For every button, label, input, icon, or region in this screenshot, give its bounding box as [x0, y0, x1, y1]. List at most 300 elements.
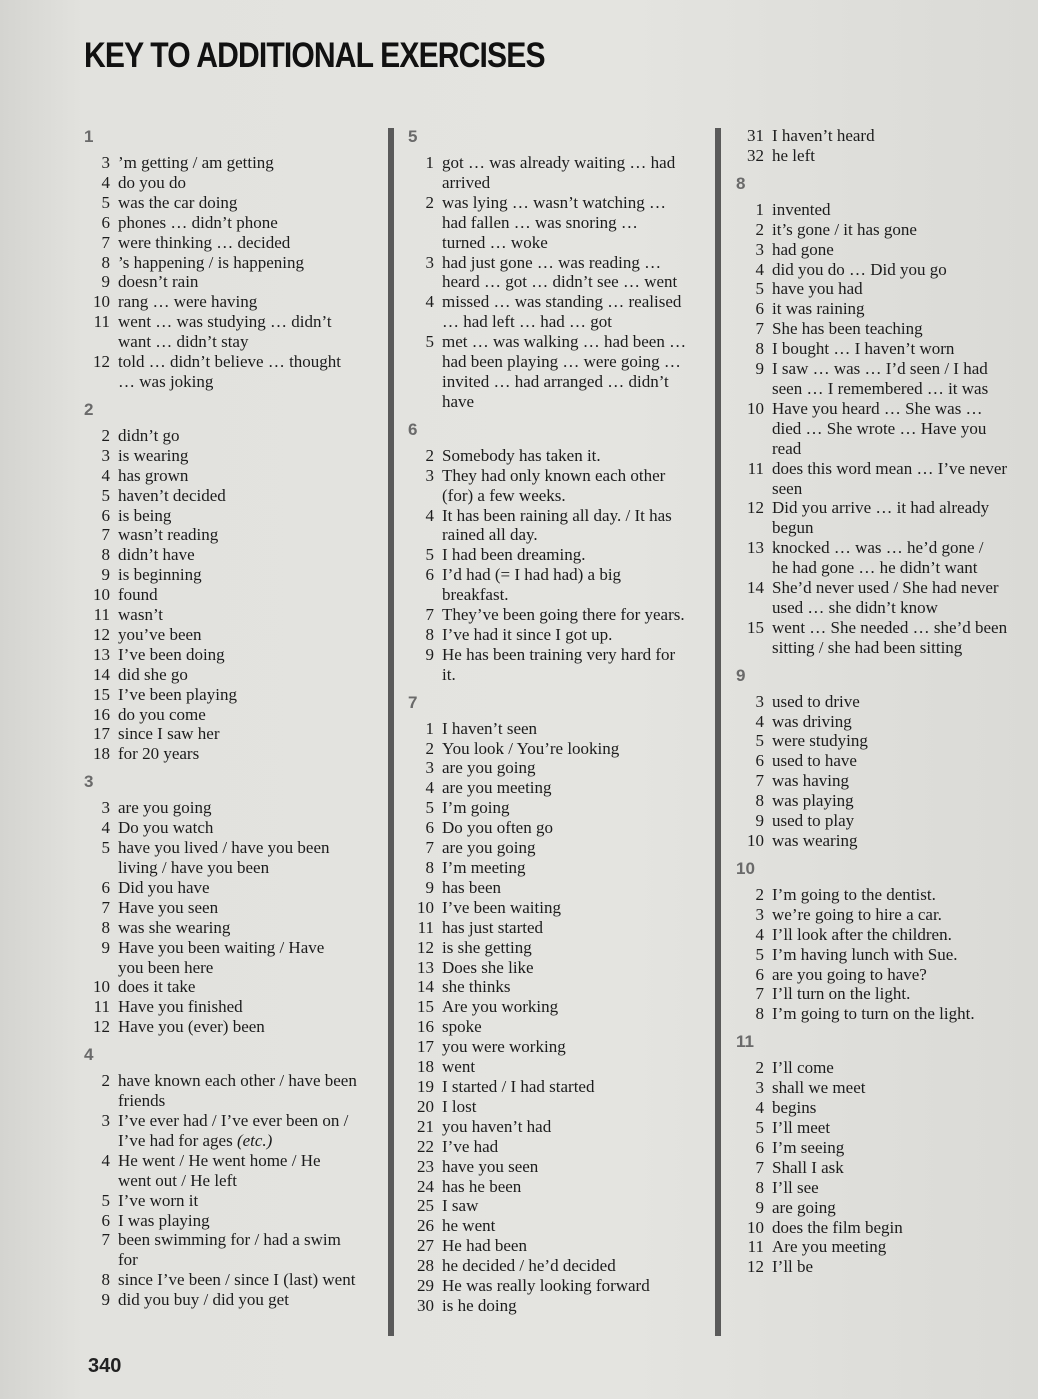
answer-text	[764, 538, 984, 578]
answer-text	[434, 1177, 521, 1197]
answer-number: 17	[417, 1037, 434, 1057]
answer-number: 9	[101, 1290, 110, 1310]
answer-line: found	[118, 585, 158, 605]
answer-item	[84, 898, 384, 918]
answer-item	[408, 958, 708, 978]
answer-item	[736, 811, 1036, 831]
answer-line: it’s gone / it has gone	[772, 219, 917, 239]
answer-line: I saw	[442, 1196, 479, 1216]
answer-text	[110, 665, 188, 685]
exercise-number: 5	[408, 127, 418, 146]
answer-text	[110, 1111, 348, 1151]
answer-number: 3	[755, 691, 764, 711]
answer-line: He went / He went home / He	[118, 1150, 321, 1170]
answer-text	[110, 426, 180, 446]
answer-number: 13	[747, 538, 764, 558]
answer-line: was driving	[772, 711, 852, 731]
answer-line: turned … woke	[442, 232, 548, 252]
answer-number: 6	[101, 877, 110, 897]
answer-line: breakfast.	[442, 585, 509, 605]
answer-number: 14	[417, 977, 434, 997]
answer-item	[408, 1077, 708, 1097]
answer-item	[408, 898, 708, 918]
answer-line: I lost	[442, 1096, 477, 1116]
answer-text	[434, 565, 621, 605]
answer-item	[408, 918, 708, 938]
answer-line: since I’ve been / since I (last) went	[118, 1270, 356, 1290]
answer-line: do you come	[118, 704, 206, 724]
answer-number: 7	[755, 771, 764, 791]
answer-line: have you lived / have you been	[118, 838, 330, 858]
answer-item	[736, 1118, 1036, 1138]
answer-item	[408, 605, 708, 625]
answer-line: you haven’t had	[442, 1116, 552, 1136]
answer-text	[764, 1098, 816, 1118]
answer-number: 6	[101, 212, 110, 232]
answer-item	[84, 545, 384, 565]
answer-item	[84, 446, 384, 466]
answer-item	[84, 272, 384, 292]
answer-item	[84, 997, 384, 1017]
answer-text	[434, 1196, 478, 1216]
answer-text	[764, 1158, 844, 1178]
answer-text	[764, 1138, 844, 1158]
exercise-section	[408, 419, 708, 685]
answer-item	[736, 1058, 1036, 1078]
answer-number: 4	[755, 259, 764, 279]
answer-number: 6	[425, 565, 434, 585]
answer-line: met … was walking … had been …	[442, 332, 687, 352]
answer-item	[408, 565, 708, 605]
answer-line: rang … were having	[118, 292, 258, 312]
answer-line: has been	[442, 877, 502, 897]
answer-number: 18	[417, 1057, 434, 1077]
answer-number: 3	[101, 445, 110, 465]
answer-item	[408, 466, 708, 506]
answer-number: 13	[417, 957, 434, 977]
answer-text	[110, 352, 341, 392]
answer-text	[110, 253, 304, 273]
answer-number: 12	[93, 352, 110, 372]
answer-line: I’m meeting	[442, 858, 526, 877]
answer-line: Have you been waiting / Have	[118, 937, 325, 957]
column-2	[408, 126, 708, 1316]
answer-item	[736, 1237, 1036, 1257]
answer-item	[84, 838, 384, 878]
answer-number: 9	[425, 877, 434, 897]
answer-number: 3	[101, 1110, 110, 1130]
answer-item	[736, 945, 1036, 965]
answer-text	[764, 945, 958, 965]
answer-number: 32	[747, 145, 764, 165]
answer-number: 25	[417, 1196, 434, 1216]
answer-item	[408, 253, 708, 293]
answer-number: 6	[755, 1137, 764, 1157]
answer-text	[764, 1218, 903, 1238]
answer-item	[736, 965, 1036, 985]
answer-text	[764, 279, 863, 299]
answer-line: went … She needed … she’d been	[772, 617, 1008, 637]
answer-line: died … She wrote … Have you	[772, 418, 987, 438]
answer-number: 8	[755, 791, 764, 811]
answer-text	[764, 260, 947, 280]
answer-line: she thinks	[442, 977, 511, 997]
answer-line: spoke	[442, 1017, 482, 1037]
answer-number: 12	[417, 937, 434, 957]
answer-line: have	[442, 391, 475, 411]
answer-text	[110, 1151, 321, 1191]
answer-number: 4	[101, 1150, 110, 1170]
answer-text	[110, 625, 202, 645]
answer-text	[110, 1017, 265, 1037]
answer-text	[764, 1257, 813, 1277]
answer-line: went out / He left	[118, 1170, 237, 1190]
answer-number: 7	[425, 605, 434, 625]
answer-number: 2	[425, 192, 434, 212]
answer-text	[110, 585, 158, 605]
answer-line: went	[442, 1057, 476, 1077]
exercise-section	[84, 771, 384, 1037]
answer-number: 7	[755, 984, 764, 1004]
answer-text	[434, 253, 677, 293]
answer-line: had been playing … were going …	[442, 352, 681, 372]
answer-text	[764, 984, 910, 1004]
answer-item	[408, 1017, 708, 1037]
answer-item	[736, 1218, 1036, 1238]
answer-text	[764, 692, 860, 712]
answer-item	[736, 731, 1036, 751]
answer-line: I started / I had started	[442, 1076, 595, 1096]
answer-number: 8	[755, 339, 764, 359]
answer-number: 12	[93, 1017, 110, 1037]
answer-line: is she getting	[442, 937, 532, 957]
answer-item	[84, 312, 384, 352]
exercise-section	[736, 173, 1036, 658]
answer-number: 7	[755, 319, 764, 339]
answer-number: 9	[755, 359, 764, 379]
answer-number: 10	[93, 977, 110, 997]
answer-item	[408, 1157, 708, 1177]
answer-number: 2	[425, 445, 434, 465]
answer-number: 3	[425, 465, 434, 485]
page-title: KEY TO ADDITIONAL EXERCISES	[84, 36, 545, 75]
answer-text	[434, 1037, 566, 1057]
answer-item	[408, 1256, 708, 1276]
exercise-number: 4	[84, 1045, 94, 1065]
answer-item	[84, 585, 384, 605]
answer-number: 9	[425, 644, 434, 664]
answer-line: read	[772, 438, 802, 458]
answer-item	[84, 705, 384, 725]
answer-text	[110, 446, 188, 466]
answer-text	[434, 898, 561, 918]
answer-line: used to drive	[772, 691, 860, 711]
answer-item	[408, 758, 708, 778]
answer-text	[110, 605, 163, 625]
answer-text	[434, 858, 526, 878]
answer-item	[84, 193, 384, 213]
answer-number: 13	[93, 644, 110, 664]
answer-number: 5	[755, 279, 764, 299]
answer-line: was playing	[772, 791, 854, 811]
page-number: 340	[88, 1355, 122, 1377]
answer-text	[110, 1230, 341, 1270]
answer-number: 7	[101, 525, 110, 545]
answer-number: 12	[747, 498, 764, 518]
answer-text	[434, 332, 686, 412]
answer-item	[84, 1211, 384, 1231]
answer-line: I’ve had for ages (etc.)	[118, 1130, 273, 1150]
answer-number: 5	[755, 1117, 764, 1137]
answer-text	[110, 272, 198, 292]
answer-text	[110, 878, 210, 898]
answer-line: I’ve been doing	[118, 644, 225, 664]
answer-item	[736, 751, 1036, 771]
answer-line: you’ve been	[118, 624, 202, 644]
answer-line: was wearing	[772, 831, 858, 850]
answer-line: you were working	[442, 1037, 566, 1057]
answer-number: 9	[101, 272, 110, 292]
answer-text	[764, 240, 834, 260]
answer-item	[736, 459, 1036, 499]
answer-line: I haven’t heard	[772, 126, 875, 145]
answer-item	[84, 525, 384, 545]
answer-line: for	[118, 1250, 138, 1270]
answer-number: 11	[417, 917, 434, 937]
answer-number: 18	[93, 744, 110, 764]
exercise-number: 2	[84, 399, 94, 419]
answer-line: I’ve ever had / I’ve ever been on /	[118, 1110, 349, 1130]
answer-item	[408, 625, 708, 645]
answer-item	[736, 538, 1036, 578]
answer-text	[110, 213, 278, 233]
answer-item	[84, 1151, 384, 1191]
answer-item	[84, 938, 384, 978]
answer-item	[736, 831, 1036, 851]
answer-line: I haven’t seen	[442, 718, 538, 738]
answer-number: 28	[417, 1256, 434, 1276]
exercise-number: 1	[84, 127, 94, 146]
answer-number: 10	[93, 585, 110, 605]
exercise-number: 9	[736, 665, 746, 685]
answer-item	[736, 1098, 1036, 1118]
answer-text	[764, 1178, 819, 1198]
answer-number: 5	[425, 332, 434, 352]
exercise-section	[736, 665, 1036, 851]
answer-item	[408, 997, 708, 1017]
answer-item	[84, 605, 384, 625]
answer-text	[110, 153, 274, 173]
answer-text	[764, 885, 936, 905]
answer-item	[736, 399, 1036, 459]
answer-text	[434, 739, 619, 759]
answer-line: did she go	[118, 664, 188, 684]
answer-text	[764, 146, 815, 166]
answer-line: doesn’t rain	[118, 272, 199, 292]
answer-item	[84, 1111, 384, 1151]
answer-item	[736, 359, 1036, 399]
answer-text	[764, 751, 857, 771]
answer-item	[408, 1196, 708, 1216]
answer-number: 6	[425, 818, 434, 838]
answer-item	[408, 818, 708, 838]
answer-text	[764, 299, 865, 319]
answer-line: I had been dreaming.	[442, 545, 586, 565]
answer-line: used to play	[772, 811, 855, 831]
answer-text	[434, 1077, 594, 1097]
answer-line: were thinking … decided	[118, 232, 291, 252]
answer-number: 17	[93, 724, 110, 744]
answer-item	[408, 977, 708, 997]
answer-text	[110, 838, 330, 878]
answer-line: he decided / he’d decided	[442, 1256, 616, 1276]
answer-text	[110, 292, 257, 312]
answer-line: living / have you been	[118, 858, 270, 877]
answer-line: did you buy / did you get	[118, 1290, 289, 1310]
answer-line: been swimming for / had a swim	[118, 1230, 341, 1250]
answer-text	[764, 359, 988, 399]
answer-line: he went	[442, 1216, 496, 1236]
answer-line: got … was already waiting … had	[442, 153, 676, 172]
answer-text	[764, 578, 999, 618]
answer-number: 4	[101, 465, 110, 485]
answer-text	[110, 997, 243, 1017]
answer-line: does it take	[118, 977, 196, 997]
answer-item	[736, 1178, 1036, 1198]
answer-item	[408, 1057, 708, 1077]
answer-item	[408, 719, 708, 739]
answer-text	[110, 1211, 210, 1231]
answer-line: I’ll be	[772, 1257, 814, 1277]
answer-line: You look / You’re looking	[442, 738, 620, 758]
answer-item	[84, 506, 384, 526]
answer-line: Did you have	[118, 877, 210, 897]
answer-text	[434, 958, 534, 978]
answer-number: 10	[747, 398, 764, 418]
answer-line: Have you finished	[118, 997, 243, 1017]
answer-text	[434, 506, 672, 546]
answer-text	[110, 173, 186, 193]
answer-text	[434, 758, 535, 778]
answer-item	[736, 712, 1036, 732]
answer-item	[736, 498, 1036, 538]
answer-line: I’m going to turn on the light.	[772, 1004, 975, 1024]
answer-number: 3	[425, 252, 434, 272]
answer-line: he left	[772, 145, 815, 165]
answer-number: 8	[425, 624, 434, 644]
answer-item	[736, 299, 1036, 319]
answer-line: He had been	[442, 1236, 527, 1256]
answer-text	[110, 1290, 289, 1310]
answer-item	[736, 1078, 1036, 1098]
column-divider-1	[388, 128, 394, 1336]
exercise-number: 3	[84, 772, 94, 792]
answer-text	[110, 977, 195, 997]
answer-line: I’m having lunch with Sue.	[772, 944, 958, 964]
exercise-section	[408, 126, 708, 412]
answer-line: it.	[442, 664, 456, 684]
answer-text	[764, 399, 986, 459]
answer-text	[434, 719, 537, 739]
answer-item	[84, 486, 384, 506]
answer-number: 7	[425, 838, 434, 858]
answer-text	[434, 918, 543, 938]
answer-line: are going	[772, 1197, 836, 1217]
answer-text	[434, 466, 665, 506]
answer-text	[110, 918, 230, 938]
answer-item	[84, 665, 384, 685]
answer-text	[434, 778, 552, 798]
answer-item	[408, 153, 708, 193]
answer-number: 2	[101, 425, 110, 445]
answer-number: 7	[755, 1157, 764, 1177]
answer-line: has just started	[442, 917, 544, 937]
answer-line: was she wearing	[118, 917, 231, 937]
answer-number: 10	[93, 292, 110, 312]
answer-line: invited … had arranged … didn’t	[442, 371, 669, 391]
answer-text	[764, 1118, 830, 1138]
exercise-section	[84, 399, 384, 764]
answer-text	[110, 798, 211, 818]
answer-line: They’ve been going there for years.	[442, 605, 685, 625]
answer-line: … was joking	[118, 371, 214, 391]
exercise-number: 8	[736, 173, 746, 193]
answer-item	[84, 426, 384, 446]
answer-line: is beginning	[118, 565, 202, 585]
answer-text	[434, 1296, 517, 1316]
answer-number: 8	[755, 1004, 764, 1024]
answer-line: for 20 years	[118, 744, 200, 764]
answer-line: we’re going to hire a car.	[772, 904, 942, 924]
answer-text	[764, 459, 1007, 499]
answer-line: He has been training very hard for	[442, 644, 676, 664]
answer-line: since I saw her	[118, 724, 220, 744]
answer-line: he had gone … he didn’t want	[772, 558, 978, 578]
exercise-number: 6	[408, 419, 418, 439]
answer-number: 11	[93, 605, 110, 625]
answer-item	[408, 1296, 708, 1316]
answer-line: were studying	[772, 731, 868, 751]
answer-number: 8	[101, 917, 110, 937]
answer-text	[110, 818, 213, 838]
answer-number: 4	[101, 172, 110, 192]
answer-text	[434, 997, 558, 1017]
answer-line: phones … didn’t phone	[118, 212, 278, 232]
answer-item	[84, 153, 384, 173]
answer-line: want … didn’t stay	[118, 332, 249, 352]
answer-line: She’d never used / She had never	[772, 578, 999, 598]
answer-line: I’m going	[442, 798, 510, 818]
answer-number: 4	[425, 778, 434, 798]
answer-item	[84, 173, 384, 193]
answer-text	[434, 1276, 650, 1296]
answer-line: begun	[772, 518, 814, 538]
answer-number: 9	[101, 565, 110, 585]
answer-text	[434, 1157, 538, 1177]
answer-text	[434, 446, 601, 466]
answer-line: friends	[118, 1091, 166, 1111]
answer-number: 27	[417, 1236, 434, 1256]
answer-line: I’ll meet	[772, 1117, 831, 1137]
answer-line: I’ve been playing	[118, 684, 237, 704]
answer-number: 9	[755, 1197, 764, 1217]
answer-item	[736, 200, 1036, 220]
answer-item	[736, 578, 1036, 618]
answer-number: 14	[93, 664, 110, 684]
answer-number: 10	[747, 1217, 764, 1237]
answer-text	[110, 1191, 198, 1211]
answer-line: seen	[772, 478, 803, 498]
